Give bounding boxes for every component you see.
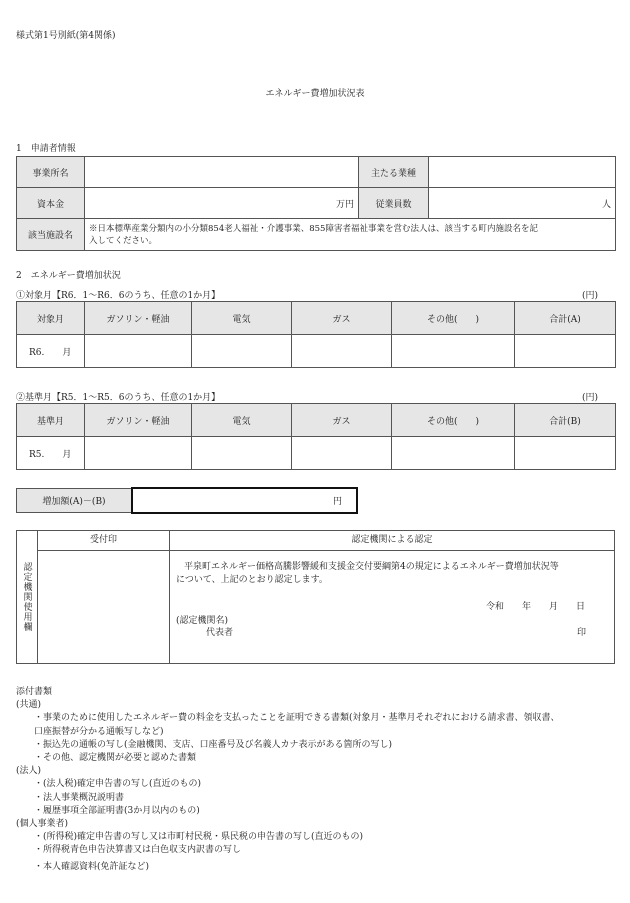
base-gas-cell[interactable] (292, 437, 392, 470)
attachments-corp-item: ・(法人税)確定申告書の写し(直近のもの) (34, 779, 202, 790)
stamp-header-text: 受付印 (89, 535, 117, 545)
attachments-title: 添付書類 (16, 687, 53, 697)
section1-heading: 1 申請者情報 (16, 144, 76, 154)
target-header-month: 対象月 (17, 302, 85, 335)
attachments-corp-item: ・履歴事項全部証明書(3か月以内のもの) (34, 805, 200, 816)
employees-label: 従業員数 (359, 188, 429, 219)
employees-unit: 人 (601, 199, 611, 210)
form-label: 様式第1号別紙(第4関係) (16, 31, 116, 41)
business-name-field[interactable] (85, 157, 359, 188)
cert-header-text: 認定機関による認定 (351, 535, 433, 545)
base-header-electric: 電気 (192, 404, 292, 437)
certification-side-label (17, 531, 38, 663)
base-header-total: 合計(B) (515, 404, 616, 437)
target-header-gas: ガス (292, 302, 392, 335)
increase-unit: 円 (332, 497, 342, 507)
base-total-cell[interactable] (515, 437, 616, 470)
base-month-table (16, 403, 616, 470)
target-other-cell[interactable] (392, 335, 515, 368)
cert-header (170, 531, 614, 551)
target-header-electric: 電気 (192, 302, 292, 335)
target-month-cell[interactable]: R6. 月 (17, 335, 85, 368)
target-caption: ①対象月【R6．1～R6．6のうち、任意の1か月】 (16, 291, 221, 301)
cert-org-label: (認定機関名) (176, 616, 229, 626)
certification-side-text: 認定機関使用欄 (21, 562, 32, 632)
target-total-cell[interactable] (515, 335, 616, 368)
base-other-cell[interactable] (392, 437, 515, 470)
page-title: エネルギー費増加状況表 (265, 89, 365, 99)
attachments-common-item: ・事業のために使用したエネルギー費の料金を支払ったことを証明できる書類(対象月・基準月それぞれにおける請求書、領収書、 (34, 713, 560, 724)
base-header-gasoline: ガソリン・軽油 (85, 404, 192, 437)
attachments (16, 686, 616, 874)
base-caption: ②基準月【R5．1～R5．6のうち、任意の1か月】 (16, 393, 221, 403)
base-electric-cell[interactable] (192, 437, 292, 470)
base-header-other: その他( ) (392, 404, 515, 437)
attachments-indiv-item: ・所得税青色申告決算書又は白色収支内訳書の写し (34, 845, 242, 856)
employees-field[interactable] (429, 188, 616, 219)
cert-body-1: 平泉町エネルギー価格高騰影響緩和支援金交付要綱第4の規定によるエネルギー費増加状況等 (184, 562, 559, 572)
increase-amount-field[interactable] (131, 487, 358, 514)
cert-body-2: について、上記のとおり認定します。 (176, 575, 328, 585)
attachments-common-item: ・振込先の通帳の写し(金融機関、支店、口座番号及び名義人カナ表示がある箇所の写し) (34, 739, 393, 750)
attachments-corp-item: ・法人事業概況説明書 (34, 792, 125, 803)
target-header-other: その他( ) (392, 302, 515, 335)
target-gas-cell[interactable] (292, 335, 392, 368)
cert-body (170, 551, 614, 663)
facility-note-2: 入してください。 (89, 235, 158, 246)
target-header-gasoline: ガソリン・軽油 (85, 302, 192, 335)
main-industry-label: 主たる業種 (359, 157, 429, 188)
target-gasoline-cell[interactable] (85, 335, 192, 368)
capital-field[interactable] (85, 188, 359, 219)
attachments-indiv-item: ・本人確認資料(免許証など) (34, 861, 150, 872)
base-unit: (円) (582, 393, 599, 403)
base-header-month: 基準月 (17, 404, 85, 437)
attachments-indiv-item: ・(所得税)確定申告書の写し又は市町村民税・県民税の申告書の写し(直近のもの) (34, 832, 364, 843)
capital-label: 資本金 (17, 188, 85, 219)
target-unit: (円) (582, 291, 599, 301)
attachments-common-item: ・その他、認定機関が必要と認めた書類 (34, 753, 197, 764)
target-month-table (16, 301, 616, 368)
attachments-common-label: (共通) (16, 700, 42, 711)
stamp-header (38, 531, 170, 551)
facility-field[interactable] (85, 219, 616, 251)
cert-rep-label: 代表者 (206, 628, 234, 638)
attachments-indiv-label: (個人事業者) (16, 819, 69, 830)
applicant-info-table (16, 156, 616, 251)
target-header-total: 合計(A) (515, 302, 616, 335)
cert-date: 令和 年 月 日 (486, 602, 586, 612)
main-industry-field[interactable] (429, 157, 616, 188)
increase-label-box (16, 488, 132, 513)
base-header-gas: ガス (292, 404, 392, 437)
section2-heading: 2 エネルギー費増加状況 (16, 271, 121, 281)
certification-box (16, 530, 615, 664)
business-name-label: 事業所名 (17, 157, 85, 188)
capital-unit: 万円 (335, 199, 354, 210)
stamp-area[interactable] (38, 551, 170, 663)
base-gasoline-cell[interactable] (85, 437, 192, 470)
attachments-corp-label: (法人) (16, 766, 42, 777)
increase-label: 増加額(A)－(B) (42, 497, 106, 507)
facility-note-1: ※日本標準産業分類内の小分類854老人福祉・介護事業、855障害者福祉事業を営む法人は、該当する町内施設名を記 (89, 223, 538, 234)
attachments-common-item: 口座振替が分かる通帳写しなど) (34, 726, 164, 737)
base-month-cell[interactable]: R5. 月 (17, 437, 85, 470)
cert-seal: 印 (577, 628, 587, 638)
facility-label: 該当施設名 (17, 219, 85, 251)
target-electric-cell[interactable] (192, 335, 292, 368)
